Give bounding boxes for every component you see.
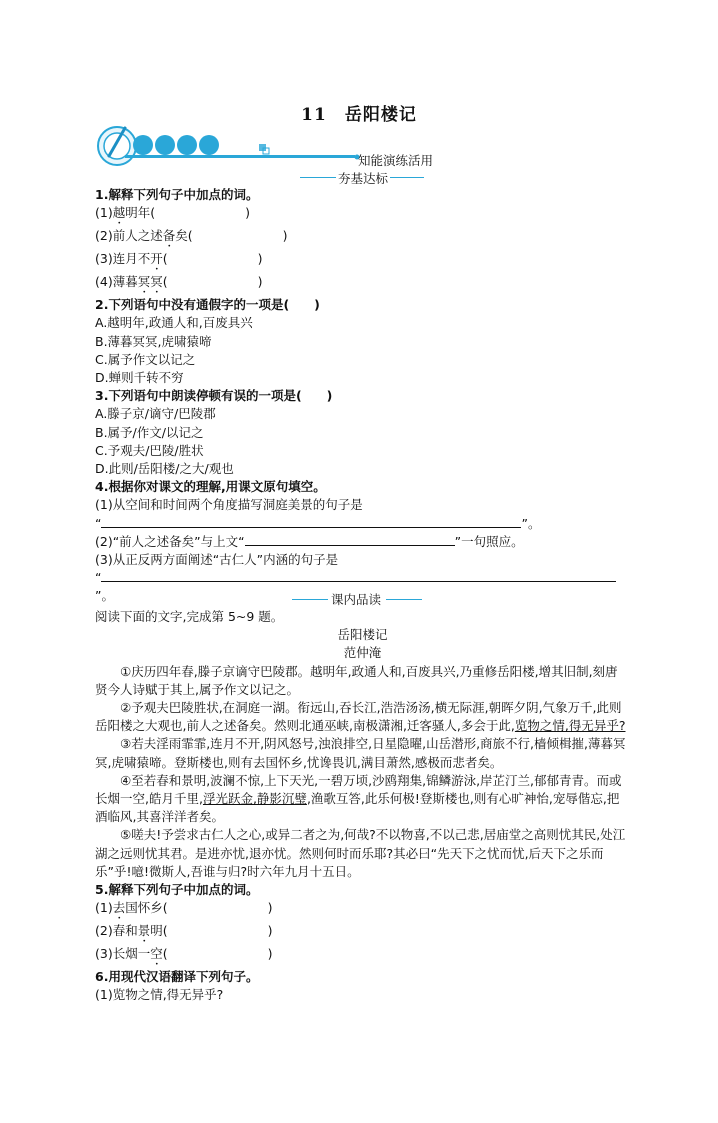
header-tag: 知能演练活用 xyxy=(358,153,434,168)
q5-stem: 5.解释下列句子中加点的词。 xyxy=(95,882,259,898)
q1-item-3: (3)连月不开( ) xyxy=(95,251,263,267)
section-label-jichu: 夯基达标 xyxy=(338,171,389,186)
reading-paragraph-5: ⑤嗟夫!予尝求古仁人之心,或异二者之为,何哉?不以物喜,不以己悲,居庙堂之高则忧其民,处江湖之远则忧其君。是进亦忧,退亦忧。然则何时而乐耶?其必曰“先天下之忧而忧,后天下之乐而乐”乎!噫!微斯人,吾谁与归?时六年九月十五日。 xyxy=(95,827,626,879)
q3-option-a: A.滕子京/谪守/巴陵郡 xyxy=(95,406,216,422)
answer-line[interactable] xyxy=(245,533,455,546)
q5-item-2: (2)春和景明( ) xyxy=(95,923,273,939)
divider xyxy=(300,177,336,178)
reading-intro: 阅读下面的文字,完成第 5~9 题。 xyxy=(95,609,284,624)
underlined-sentence: 览物之情,得无异乎? xyxy=(514,718,626,734)
divider xyxy=(292,599,328,600)
q5-item-3: (3)长烟一空( ) xyxy=(95,946,273,962)
section-label-pindu: 课内品读 xyxy=(331,592,382,607)
reading-paragraph-3: ③若夫淫雨霏霏,连月不开,阴风怒号,浊浪排空,日星隐曜,山岳潜形,商旅不行,樯倾楫摧,薄暮冥冥,虎啸猿啼。登斯楼也,则有去国怀乡,忧谗畏讥,满目萧然,感极而悲者矣。 xyxy=(95,736,626,770)
q4-sub-1: (1)从空间和时间两个角度描写洞庭美景的句子是 xyxy=(95,497,363,513)
lesson-name: 岳阳楼记 xyxy=(344,105,417,125)
q3-option-b: B.属予/作文/以记之 xyxy=(95,424,204,440)
q6-stem: 6.用现代汉语翻译下列句子。 xyxy=(95,969,259,985)
q2-stem: 2.下列语句中没有通假字的一项是( ) xyxy=(95,297,320,313)
q3-option-d: D.此则/岳阳楼/之大/观也 xyxy=(95,461,234,477)
reading-paragraph-2: ②予观夫巴陵胜状,在洞庭一湖。衔远山,吞长江,浩浩汤汤,横无际涯,朝晖夕阴,气象万千,此则岳阳楼之大观也,前人之述备矣。然则北通巫峡,南极潇湘,迁客骚人,多会于此,览物之情,得无异乎? xyxy=(95,700,626,734)
q6-sub-1: (1)览物之情,得无异乎? xyxy=(95,987,224,1003)
answer-line[interactable] xyxy=(101,515,521,528)
q4-sub-3: (3)从正反两方面阐述“古仁人”内涵的句子是 xyxy=(95,552,339,568)
q2-option-a: A.越明年,政通人和,百废具兴 xyxy=(95,315,253,331)
q4-sub-2: (2)“前人之述备矣”与上文“ ”一句照应。 xyxy=(95,533,524,549)
q1-item-2: (2)前人之述备矣( ) xyxy=(95,228,288,244)
reading-author: 范仲淹 xyxy=(343,645,382,661)
underlined-sentence: 浮光跃金,静影沉璧 xyxy=(202,791,307,807)
reading-block xyxy=(95,608,630,1005)
q1-item-4: (4)薄暮冥冥( ) xyxy=(95,274,263,290)
q4-sub-3-close: ”。 xyxy=(95,588,114,604)
q2-option-b: B.薄暮冥冥,虎啸猿啼 xyxy=(95,333,212,349)
reading-paragraph-1: ①庆历四年春,滕子京谪守巴陵郡。越明年,政通人和,百废具兴,乃重修岳阳楼,增其旧制,刻唐贤今人诗赋于其上,属予作文以记之。 xyxy=(95,663,618,697)
q4-sub-3-answer: “ xyxy=(95,569,630,587)
lesson-number: 11 xyxy=(301,105,327,125)
divider xyxy=(390,177,424,178)
q1-item-1: (1)越明年( ) xyxy=(95,205,251,221)
question-block-1 xyxy=(95,186,630,606)
q4-stem: 4.根据你对课文的理解,用课文原句填空。 xyxy=(95,479,326,495)
q2-option-c: C.属予作文以记之 xyxy=(95,351,196,367)
q2-option-d: D.蝉则千转不穷 xyxy=(95,370,184,386)
q5-item-1: (1)去国怀乡( ) xyxy=(95,900,273,916)
answer-line[interactable] xyxy=(101,569,616,582)
q1-stem: 1.解释下列句子中加点的词。 xyxy=(95,187,259,202)
q3-option-c: C.予观夫/巴陵/胜状 xyxy=(95,442,204,458)
reading-title: 岳阳楼记 xyxy=(337,627,388,643)
q4-sub-1-answer: “ ”。 xyxy=(95,515,541,531)
reading-paragraph-4: ④至若春和景明,波澜不惊,上下天光,一碧万顷,沙鸥翔集,锦鳞游泳,岸芷汀兰,郁郁青青。而或长烟一空,皓月千里,浮光跃金,静影沉璧,渔歌互答,此乐何极!登斯楼也,则有心旷神怡,宠辱偕忘,把酒临风,其喜洋洋者矣。 xyxy=(95,772,622,825)
divider xyxy=(386,599,422,600)
q3-stem: 3.下列语句中朗读停顿有误的一项是( ) xyxy=(95,388,333,404)
